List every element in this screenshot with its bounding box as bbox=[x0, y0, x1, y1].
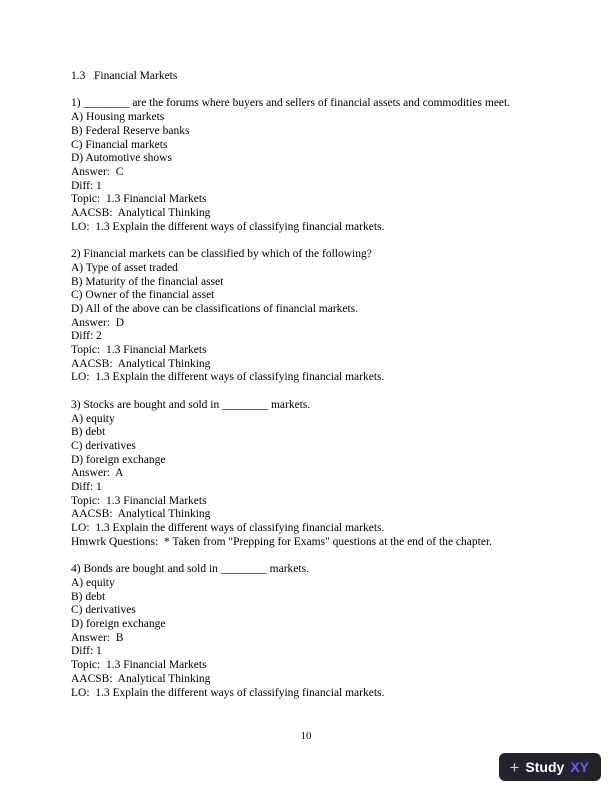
text-line: B) Federal Reserve banks bbox=[71, 124, 190, 137]
text-line: C) Owner of the financial asset bbox=[71, 289, 215, 302]
studyxy-logo[interactable] bbox=[499, 753, 601, 781]
section-title: 1.3 Financial Markets bbox=[71, 70, 178, 82]
text-line: C) derivatives bbox=[71, 604, 136, 617]
text-line: D) All of the above can be classifications of financial markets. bbox=[71, 302, 359, 315]
text-line: AACSB: Analytical Thinking bbox=[71, 508, 211, 521]
text-line: B) debt bbox=[71, 426, 106, 439]
question-stem: 1) ________ are the forums where buyers and sellers of financial assets and commodities meet. bbox=[71, 97, 511, 110]
question-block-3 bbox=[71, 399, 582, 550]
text-line: Topic: 1.3 Financial Markets bbox=[71, 494, 207, 507]
text-line: Answer: C bbox=[71, 165, 124, 178]
text-line: A) equity bbox=[71, 576, 115, 589]
text-line: Hmwrk Questions: * Taken from "Prepping for Exams" questions at the end of the chapter. bbox=[71, 535, 493, 548]
text-line: Answer: D bbox=[71, 316, 125, 329]
text-line: AACSB: Analytical Thinking bbox=[71, 672, 211, 685]
question-block-1 bbox=[71, 97, 582, 234]
text-line: AACSB: Analytical Thinking bbox=[71, 207, 211, 220]
text-line: B) Maturity of the financial asset bbox=[71, 275, 224, 288]
text-line: D) Automotive shows bbox=[71, 152, 172, 165]
text-line: Diff: 2 bbox=[71, 330, 102, 343]
text-line: Topic: 1.3 Financial Markets bbox=[71, 193, 207, 206]
text-line: D) foreign exchange bbox=[71, 618, 166, 631]
question-stem: 4) Bonds are bought and sold in ________ markets. bbox=[71, 563, 309, 576]
logo-text-study: Study bbox=[525, 759, 565, 775]
text-line: D) foreign exchange bbox=[71, 453, 166, 466]
question-stem: 3) Stocks are bought and sold in ________ markets. bbox=[71, 398, 311, 411]
text-line: A) Type of asset traded bbox=[71, 261, 178, 274]
text-line: Topic: 1.3 Financial Markets bbox=[71, 659, 207, 672]
plus-icon: + bbox=[509, 757, 520, 777]
text-line: B) debt bbox=[71, 590, 106, 603]
text-line: AACSB: Analytical Thinking bbox=[71, 357, 211, 370]
page-number: 10 bbox=[300, 730, 312, 742]
text-line: A) equity bbox=[71, 412, 115, 425]
text-line: LO: 1.3 Explain the different ways of classifying financial markets. bbox=[71, 371, 385, 384]
question-block-2 bbox=[71, 248, 582, 385]
text-line: Topic: 1.3 Financial Markets bbox=[71, 344, 207, 357]
text-line: Answer: A bbox=[71, 467, 124, 480]
text-line: Diff: 1 bbox=[71, 645, 102, 658]
text-line: Answer: B bbox=[71, 631, 124, 644]
question-stem: 2) Financial markets can be classified by which of the following? bbox=[71, 248, 372, 261]
text-line: Diff: 1 bbox=[71, 481, 102, 494]
text-line: LO: 1.3 Explain the different ways of classifying financial markets. bbox=[71, 686, 385, 699]
text-line: C) derivatives bbox=[71, 439, 136, 452]
question-block-4 bbox=[71, 563, 582, 700]
text-line: Diff: 1 bbox=[71, 179, 102, 192]
text-line: LO: 1.3 Explain the different ways of classifying financial markets. bbox=[71, 220, 385, 233]
text-line: LO: 1.3 Explain the different ways of classifying financial markets. bbox=[71, 522, 385, 535]
text-line: C) Financial markets bbox=[71, 138, 168, 151]
logo-text-xy: XY bbox=[570, 759, 589, 775]
document-body bbox=[71, 70, 582, 714]
text-line: A) Housing markets bbox=[71, 111, 165, 124]
question-list bbox=[71, 97, 582, 700]
